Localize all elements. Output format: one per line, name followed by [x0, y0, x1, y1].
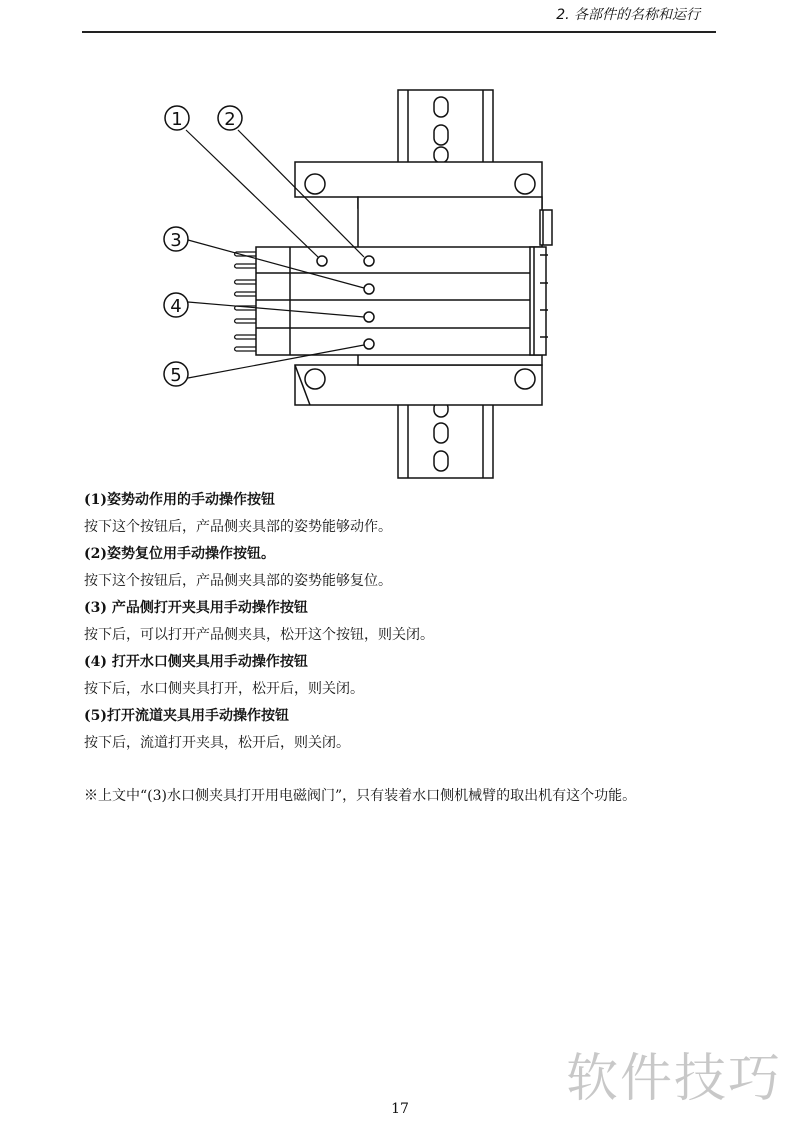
item-3-desc: 按下后，可以打开产品侧夹具，松开这个按钮，则关闭。: [84, 627, 434, 643]
mechanism-diagram: [150, 85, 570, 485]
item-2-title: (2)姿势复位用手动操作按钮。: [84, 546, 275, 562]
item-2-desc: 按下这个按钮后，产品侧夹具部的姿势能够复位。: [84, 573, 392, 589]
callout-1: [165, 106, 189, 130]
lower-mounting-plate: [295, 365, 542, 405]
callout-4: [164, 293, 188, 317]
section-title: 2. 各部件的名称和运行: [556, 7, 700, 23]
vertical-rail-bottom: [398, 398, 493, 478]
callout-3: [164, 227, 188, 251]
watermark: 软件技巧: [566, 1049, 783, 1109]
footnote: ※上文中“(3)水口侧夹具打开用电磁阀门”，只有装着水口侧机械臂的取出机有这个功能。: [84, 788, 637, 804]
item-1-desc: 按下这个按钮后，产品侧夹具部的姿势能够动作。: [84, 519, 392, 535]
item-4-title: (4) 打开水口侧夹具用手动操作按钮: [84, 654, 308, 670]
item-5-title: (5)打开流道夹具用手动操作按钮: [84, 708, 289, 724]
callout-5-label: 5: [170, 365, 182, 386]
callout-2: [218, 106, 242, 130]
callout-5: [164, 362, 188, 386]
callout-2-label: 2: [224, 109, 236, 130]
connector-pins: [235, 252, 257, 351]
item-3-title: (3) 产品侧打开夹具用手动操作按钮: [84, 600, 308, 616]
header-rule: [82, 31, 716, 33]
page-number: 17: [391, 1101, 409, 1117]
callout-4-label: 4: [170, 296, 182, 317]
item-1-title: (1)姿势动作用的手动操作按钮: [84, 492, 275, 508]
callout-1-label: 1: [171, 109, 183, 130]
valve-block: [256, 197, 552, 365]
vertical-rail-top: [398, 90, 493, 165]
button-descriptions: [84, 490, 724, 806]
item-4-desc: 按下后，水口侧夹具打开，松开后，则关闭。: [84, 681, 364, 697]
callout-3-label: 3: [170, 230, 182, 251]
item-5-desc: 按下后，流道打开夹具，松开后，则关闭。: [84, 735, 350, 751]
